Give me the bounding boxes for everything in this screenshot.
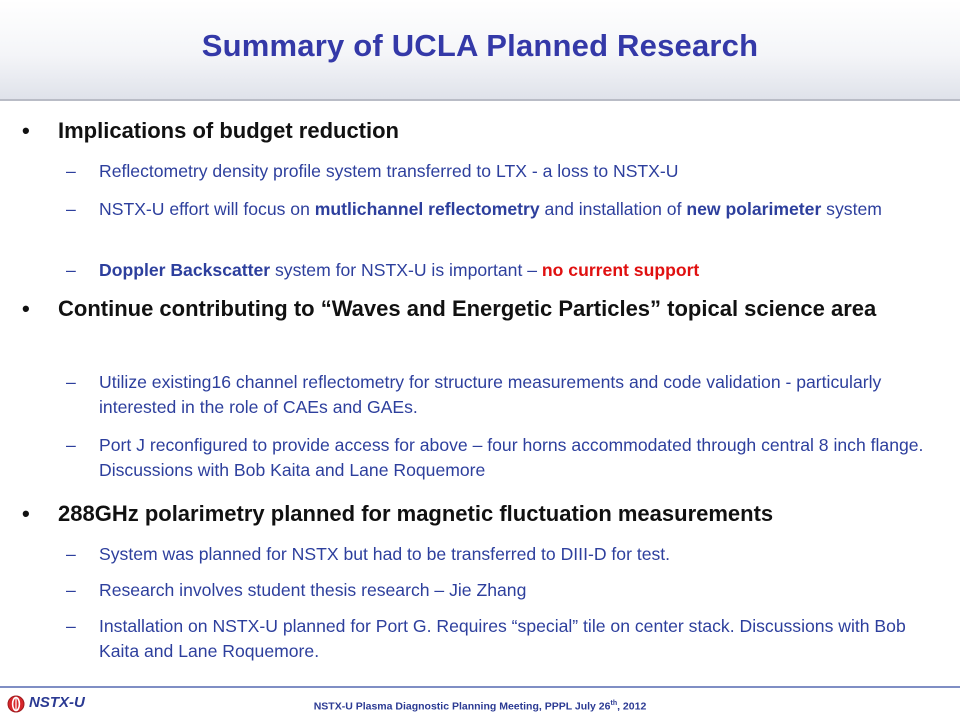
sub-item — [66, 542, 932, 567]
sub-text: Reflectometry density profile system transferred to LTX - a loss to NSTX-U — [99, 161, 679, 181]
sub-text: Doppler Backscatter system for NSTX-U is important – no current support — [99, 260, 700, 280]
sub-text: Utilize existing16 channel reflectometry for structure measurements and code validation - particularly interested in the role of CAEs and GAEs. — [99, 372, 882, 417]
bullet-text: 288GHz polarimetry planned for magnetic fluctuation measurements — [58, 501, 774, 526]
sub-dash: – — [66, 435, 76, 455]
sub-item — [66, 614, 932, 664]
sub-text: Port J reconfigured to provide access for above – four horns accommodated through central 8 inch flange. Discussions with Bob Kaita and Lane Roquemore — [99, 435, 924, 480]
sub-item — [66, 258, 932, 283]
bullet-polarimetry — [22, 499, 932, 528]
sub-text: Research involves student thesis research – Jie Zhang — [99, 580, 527, 600]
sub-dash: – — [66, 372, 76, 392]
footer-brand: NSTX-U — [29, 694, 85, 711]
bullet-text: Continue contributing to “Waves and Energetic Particles” topical science area — [58, 296, 877, 321]
bullet-dot: • — [22, 501, 30, 526]
sub-item — [66, 578, 932, 603]
sub-dash: – — [66, 616, 76, 636]
footer-divider — [0, 686, 960, 688]
bullet-waves — [22, 294, 932, 323]
sub-item — [66, 433, 932, 483]
title-divider — [0, 99, 960, 101]
bullet-budget — [22, 116, 932, 145]
sub-item — [66, 197, 932, 222]
sub-text: System was planned for NSTX but had to be transferred to DIII-D for test. — [99, 544, 671, 564]
sub-dash: – — [66, 161, 76, 181]
sub-dash: – — [66, 580, 76, 600]
sub-dash: – — [66, 199, 76, 219]
sub-item — [66, 159, 932, 184]
sub-dash: – — [66, 544, 76, 564]
bullet-dot: • — [22, 296, 30, 321]
footer-meeting-text: NSTX-U Plasma Diagnostic Planning Meeting, PPPL July 26th, 2012 — [313, 700, 647, 713]
bullet-text: Implications of budget reduction — [58, 118, 399, 143]
sub-dash: – — [66, 260, 76, 280]
sub-text: NSTX-U effort will focus on mutlichannel reflectometry and installation of new polarimeter system — [99, 199, 882, 219]
sub-item — [66, 370, 932, 420]
bullet-dot: • — [22, 118, 30, 143]
slide-title: Summary of UCLA Planned Research — [201, 28, 759, 63]
sub-text: Installation on NSTX-U planned for Port G. Requires “special” tile on center stack. Discussions with Bob Kaita and Lane Roquemore. — [99, 616, 906, 661]
